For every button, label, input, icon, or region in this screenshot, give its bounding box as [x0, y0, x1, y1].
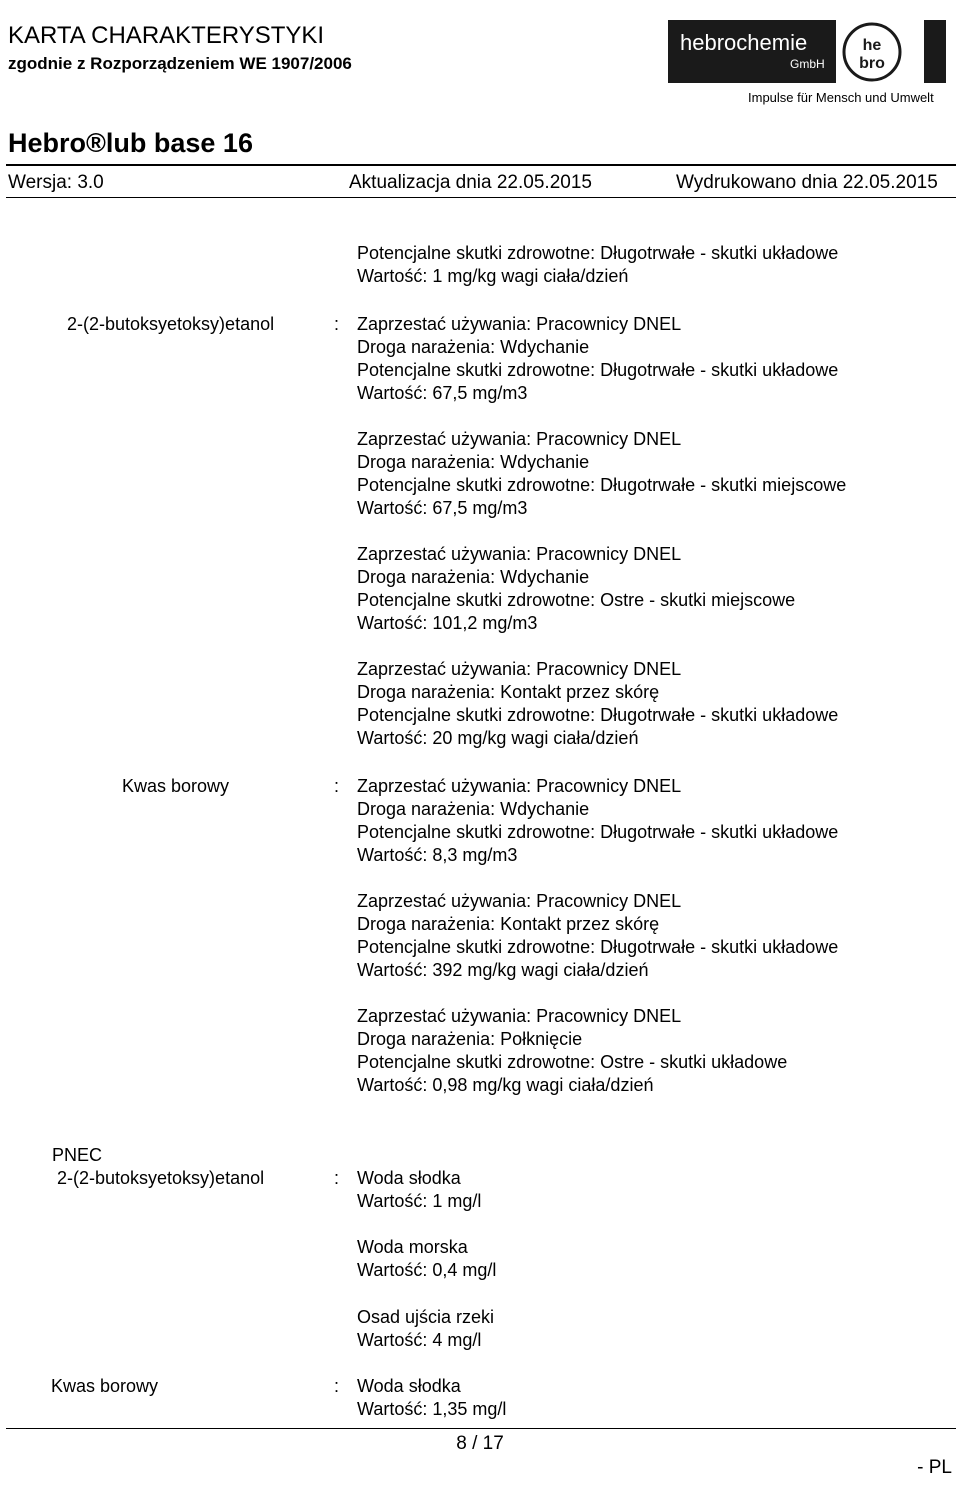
- print-date: Wydrukowano dnia 22.05.2015: [676, 172, 938, 193]
- update-date: Aktualizacja dnia 22.05.2015: [349, 172, 592, 193]
- dnel-entry: [357, 313, 838, 405]
- value-line: Wartość: 1,35 mg/l: [357, 1399, 507, 1419]
- value-line: Wartość: 20 mg/kg wagi ciała/dzień: [357, 728, 639, 748]
- effect-line: Potencjalne skutki zdrowotne: Ostre - skutki miejscowe: [357, 590, 796, 610]
- dnel-substance-name: 2-(2-butoksyetoksy)etanol: [67, 314, 275, 334]
- dnel-entry: [357, 890, 838, 982]
- usage-line: Zaprzestać używania: Pracownicy DNEL: [357, 776, 682, 796]
- route-line: Droga narażenia: Kontakt przez skórę: [357, 682, 660, 702]
- version-label: Wersja: 3.0: [8, 172, 104, 193]
- value-line: Wartość: 1 mg/kg wagi ciała/dzień: [357, 266, 629, 286]
- product-name: Hebro®lub base 16: [8, 128, 253, 158]
- effect-line: Potencjalne skutki zdrowotne: Długotrwałe - skutki układowe: [357, 705, 839, 725]
- value-line: Wartość: 0,98 mg/kg wagi ciała/dzień: [357, 1075, 654, 1095]
- footer-rule: [6, 1428, 956, 1429]
- route-line: Droga narażenia: Kontakt przez skórę: [357, 914, 660, 934]
- route-line: Droga narażenia: Wdychanie: [357, 567, 590, 587]
- svg-text:bro: bro: [859, 55, 885, 72]
- compartment-line: Osad ujścia rzeki: [357, 1307, 495, 1327]
- dnel-entry: [357, 543, 795, 635]
- usage-line: Zaprzestać używania: Pracownicy DNEL: [357, 429, 682, 449]
- effect-line: Potencjalne skutki zdrowotne: Długotrwałe - skutki układowe: [357, 822, 839, 842]
- header-divider: [6, 164, 956, 166]
- field-separator: :: [334, 1168, 340, 1188]
- hebro-emblem-icon: [842, 22, 902, 82]
- value-line: Wartość: 1 mg/l: [357, 1191, 482, 1211]
- pnec-entry: [357, 1236, 496, 1282]
- pnec-entry: [357, 1167, 481, 1213]
- dnel-entry: [357, 658, 838, 750]
- field-separator: :: [334, 1376, 340, 1396]
- effect-line: Potencjalne skutki zdrowotne: Długotrwałe - skutki miejscowe: [357, 475, 847, 495]
- compartment-line: Woda morska: [357, 1237, 468, 1257]
- dnel-substance-name: Kwas borowy: [122, 776, 230, 796]
- header-bottom-rule: [6, 197, 956, 198]
- pnec-substance-name: 2-(2-butoksyetoksy)etanol: [57, 1168, 265, 1188]
- logo-gmbh-text: GmbH: [790, 57, 825, 71]
- value-line: Wartość: 0,4 mg/l: [357, 1260, 497, 1280]
- route-line: Droga narażenia: Wdychanie: [357, 799, 590, 819]
- usage-line: Zaprzestać używania: Pracownicy DNEL: [357, 891, 682, 911]
- pnec-entry: [357, 1306, 494, 1352]
- route-line: Droga narażenia: Połknięcie: [357, 1029, 583, 1049]
- compartment-line: Woda słodka: [357, 1376, 461, 1396]
- pnec-heading: PNEC: [52, 1145, 103, 1165]
- field-separator: :: [334, 776, 340, 796]
- page-number: 8 / 17: [456, 1433, 504, 1454]
- logo-tagline: Impulse für Mensch und Umwelt: [748, 90, 934, 105]
- field-separator: :: [334, 314, 340, 334]
- pnec-entry: [357, 1375, 506, 1421]
- usage-line: Zaprzestać używania: Pracownicy DNEL: [357, 1006, 682, 1026]
- usage-line: Zaprzestać używania: Pracownicy DNEL: [357, 314, 682, 334]
- language-code: - PL: [917, 1457, 952, 1478]
- svg-text:he: he: [862, 37, 882, 54]
- logo-side-bar: [924, 20, 946, 83]
- value-line: Wartość: 67,5 mg/m3: [357, 498, 528, 518]
- value-line: Wartość: 67,5 mg/m3: [357, 383, 528, 403]
- usage-line: Zaprzestać używania: Pracownicy DNEL: [357, 544, 682, 564]
- route-line: Droga narażenia: Wdychanie: [357, 452, 590, 472]
- value-line: Wartość: 101,2 mg/m3: [357, 613, 538, 633]
- pnec-substance-name: Kwas borowy: [51, 1376, 159, 1396]
- value-line: Wartość: 392 mg/kg wagi ciała/dzień: [357, 960, 649, 980]
- regulation-subtitle: zgodnie z Rozporządzeniem WE 1907/2006: [8, 54, 352, 73]
- dnel-continuation: [357, 242, 838, 288]
- effect-line: Potencjalne skutki zdrowotne: Długotrwałe - skutki układowe: [357, 243, 839, 263]
- dnel-entry: [357, 1005, 787, 1097]
- logo-brand-text: hebrochemie: [680, 30, 808, 55]
- effect-line: Potencjalne skutki zdrowotne: Długotrwałe - skutki układowe: [357, 360, 839, 380]
- effect-line: Potencjalne skutki zdrowotne: Długotrwałe - skutki układowe: [357, 937, 839, 957]
- dnel-entry: [357, 428, 846, 520]
- dnel-entry: [357, 775, 838, 867]
- document-type-title: KARTA CHARAKTERYSTYKI: [8, 22, 325, 49]
- value-line: Wartość: 4 mg/l: [357, 1330, 482, 1350]
- compartment-line: Woda słodka: [357, 1168, 461, 1188]
- value-line: Wartość: 8,3 mg/m3: [357, 845, 518, 865]
- effect-line: Potencjalne skutki zdrowotne: Ostre - skutki układowe: [357, 1052, 788, 1072]
- usage-line: Zaprzestać używania: Pracownicy DNEL: [357, 659, 682, 679]
- route-line: Droga narażenia: Wdychanie: [357, 337, 590, 357]
